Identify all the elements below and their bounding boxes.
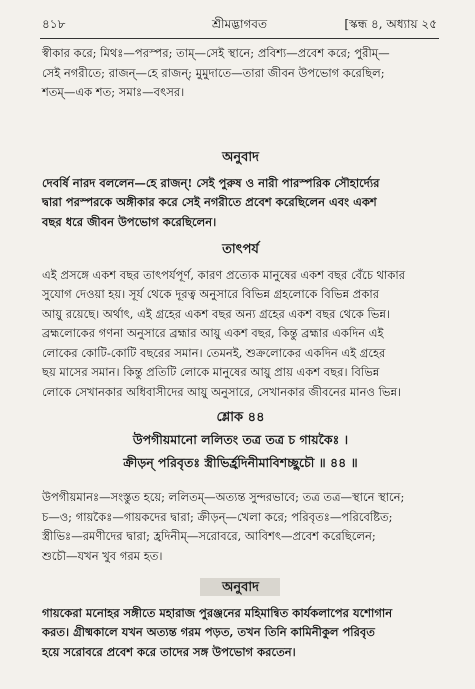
purport-line: সুযোগ দেওয়া হয়। সূর্য থেকে দূরত্ব অনুসারে বিভিন্ন গ্রহলোকে বিভিন্ন প্রকার — [42, 287, 380, 301]
synonym-line: স্ত্রীভিঃ—রমণীদের দ্বারা; হ্রদিনীম্—সরোবরে, আবিশৎ—প্রবেশ করেছিলেন; — [42, 529, 376, 543]
synonyms-bottom — [42, 488, 439, 566]
translation-line: বছর ধরে জীবন উপভোগ করেছিলেন। — [42, 214, 217, 229]
page-header — [42, 16, 437, 36]
translation-line: গায়কেরা মনোহর সঙ্গীতে মহারাজ পুরঞ্জনের মহিমান্বিত কার্যকলাপের যশোগান — [42, 605, 393, 620]
page-number: ৪১৮ — [42, 17, 66, 31]
header-rule — [40, 38, 439, 39]
verse-line: ক্রীড়ন্ পরিবৃতঃ স্ত্রীভির্হ্রদিনীমাবিশচ্ছুচৌ ॥ ৪৪ ॥ — [123, 455, 358, 470]
purport-section — [42, 240, 439, 402]
translation-line: দ্বারা পরস্পরকে অঙ্গীকার করে সেই নগরীতে প্রবেশ করেছিলেন এবং একশ — [42, 195, 377, 209]
purport-line: ছয় মাসের সমান। কিন্তু প্রতিটি লোকে মানুষের আয়ু প্রায় একশ বছর। বিভিন্ন — [42, 365, 380, 379]
verse-label: শ্লোক ৪৪ — [216, 410, 265, 425]
purport-heading: তাৎপর্য — [222, 242, 259, 257]
translation-heading: অনুবাদ — [222, 150, 259, 165]
purport-line: লোকে সেখানকার অধিবাসীদের আয়ু অনুসারে, সেখানকার জীবনের মানও ভিন্ন। — [42, 384, 402, 399]
translation-line: করত। গ্রীষ্মকালে যখন অত্যন্ত গরম পড়ত, তখন তিনি কামিনীকুল পরিবৃত — [42, 625, 375, 639]
verse-line: উপগীয়মানো ললিতং তত্র তত্র চ গায়কৈঃ । — [132, 431, 349, 447]
synonyms-top — [42, 44, 439, 103]
synonym-line: শতম্—এক শত; সমাঃ—বৎসর। — [42, 85, 185, 99]
translation-line: হয়ে সরোবরে প্রবেশ করে তাদের সঙ্গ উপভোগ করতেন। — [42, 644, 296, 659]
translation-heading: অনুবাদ — [222, 580, 259, 595]
synonym-line: চ—ও; গায়কৈঃ—গায়কদের দ্বারা; ক্রীড়ন্—খেলা করে; পরিবৃতঃ—পরিবেষ্টিত; — [42, 509, 393, 524]
purport-line: এই প্রসঙ্গে একশ বছর তাৎপর্যপূর্ণ, কারণ প্রত্যেক মানুষের একশ বছর বেঁচে থাকার — [42, 267, 406, 282]
synonym-line: সেই নগরীতে; রাজন্—হে রাজন্; মুমুদাতে—তারা জীবন উপভোগ করেছিল; — [42, 65, 385, 80]
canto-chapter: [স্কন্ধ ৪, অধ্যায় ২৫ — [344, 17, 437, 31]
translation-section-2 — [42, 578, 439, 662]
purport-line: ব্রহ্মলোকের গণনা অনুসারে ব্রহ্মার আয়ু একশ বছর, কিন্তু ব্রহ্মার একদিন এই — [42, 326, 384, 340]
verse-section — [42, 408, 439, 473]
translation-line: দেবর্ষি নারদ বললেন—হে রাজন্! সেই পুরুষ ও নারী পারস্পরিক সৌহার্দ্যের — [42, 175, 380, 190]
synonym-line: শুচৌ—যখন খুব গরম হত। — [42, 548, 163, 563]
translation-section-1 — [42, 148, 439, 232]
book-title: শ্রীমদ্ভাগবত — [211, 17, 267, 31]
synonym-line: উপগীয়মানঃ—সংস্তুত হয়ে; ললিতম্—অত্যন্ত সুন্দরভাবে; তত্র তত্র—স্থানে স্থানে; — [42, 490, 405, 504]
synonym-line: স্বীকার করে; মিথঃ—পরস্পর; তাম্—সেই স্থানে; প্রবিশ্য—প্রবেশ করে; পুরীম্— — [42, 46, 390, 60]
purport-line: লোকের কোটি-কোটি বছরের সমান। তেমনই, শুক্রলোকের একদিন এই গ্রহের — [42, 345, 386, 360]
purport-line: আয়ু রয়েছে। অর্থাৎ, এই গ্রহের একশ বছর অন্য গ্রহের একশ বছর থেকে ভিন্ন। — [42, 306, 391, 321]
